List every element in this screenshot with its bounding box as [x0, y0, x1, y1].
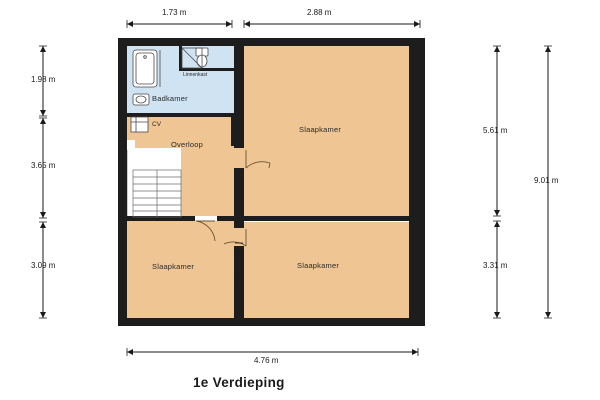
dim-top-2: 2.88 m	[307, 8, 332, 17]
dim-bottom-1: 4.76 m	[254, 356, 279, 365]
dim-left-1: 1.98 m	[31, 75, 56, 84]
room-label-slaapkamer-bottom-right: Slaapkamer	[297, 261, 340, 270]
dim-right-inner-1: 5.61 m	[483, 126, 508, 135]
room-label-overloop: Overloop	[171, 140, 204, 149]
room-label-slaapkamer-top-right: Slaapkamer	[299, 125, 342, 134]
room-label-cv: CV	[152, 121, 162, 128]
room-label-slaapkamer-bottom-left: Slaapkamer	[152, 262, 195, 271]
room-label-badkamer: Badkamer	[152, 94, 188, 103]
dim-right-inner-2: 3.31 m	[483, 261, 508, 270]
dim-right-outer-1: 9.01 m	[534, 176, 559, 185]
dim-left-3: 3.09 m	[31, 261, 56, 270]
room-label-linnenkast: Linnenkast	[183, 72, 208, 78]
plan-title: 1e Verdieping	[193, 375, 285, 390]
dim-top-1: 1.73 m	[162, 8, 187, 17]
dim-left-2: 3.65 m	[31, 161, 56, 170]
